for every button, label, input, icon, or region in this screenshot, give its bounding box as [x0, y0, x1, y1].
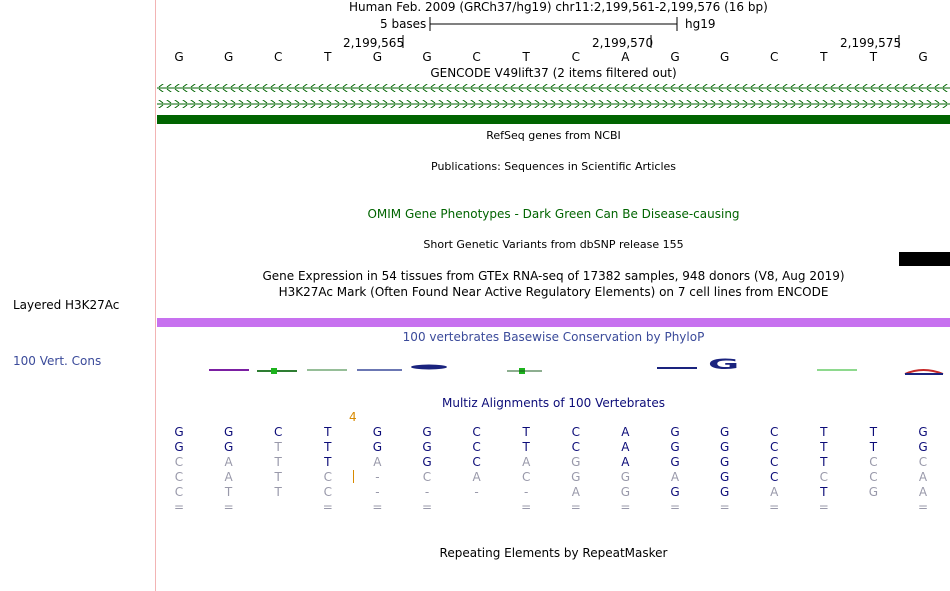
gencode-track-title: GENCODE V49lift37 (2 items filtered out) — [430, 66, 677, 80]
alignment-base-mouse: C — [174, 455, 184, 469]
alignment-base-dog: G — [620, 470, 631, 484]
gencode-track[interactable] — [157, 80, 950, 126]
alignment-base-mouse: T — [274, 455, 282, 469]
alignment-base-rhesus: T — [820, 440, 828, 454]
alignment-base-chicken: = — [421, 500, 433, 514]
sequence-base: A — [621, 50, 630, 64]
alignment-base-rhesus: T — [274, 440, 282, 454]
alignment-base-human: G — [670, 425, 680, 439]
alignment-base-elephant: C — [323, 485, 332, 499]
gene-ensg00000295395-intron-feature — [157, 100, 950, 108]
alignment-base-mouse: G — [719, 455, 730, 469]
sequence-base: T — [522, 50, 530, 64]
alignment-base-rhesus: A — [621, 440, 630, 454]
alignment-base-mouse: C — [472, 455, 481, 469]
alignment-base-rhesus: G — [719, 440, 730, 454]
alignment-base-human: T — [820, 425, 828, 439]
alignment-base-chicken: = — [322, 500, 333, 514]
multiz-alignment-block[interactable] — [0, 425, 950, 515]
alignment-base-mouse: T — [820, 455, 828, 469]
refseq-track-title: RefSeq genes from NCBI — [486, 129, 621, 142]
sequence-base: C — [571, 50, 580, 64]
alignment-base-human: A — [621, 425, 630, 439]
scale-text: 5 bases — [380, 17, 427, 31]
alignment-base-human: C — [571, 425, 580, 439]
multiz-track-title: Multiz Alignments of 100 Vertebrates — [441, 396, 666, 410]
phylop-track-title: 100 vertebrates Basewise Conservation by PhyloP — [402, 330, 705, 344]
alignment-base-human: T — [869, 425, 878, 439]
alignment-base-chicken: = — [173, 500, 185, 514]
alignment-base-rhesus: C — [472, 440, 481, 454]
alignment-base-elephant: G — [620, 485, 631, 499]
dbsnp-variant-bar[interactable] — [899, 252, 950, 266]
alignment-base-elephant: C — [174, 485, 184, 499]
publications-track-title: Publications: Sequences in Scientific Articles — [431, 160, 676, 173]
alignment-base-elephant: T — [224, 485, 233, 499]
alignment-base-chicken: = — [719, 500, 730, 514]
base-sequence-row — [0, 50, 950, 64]
alignment-base-elephant: - — [424, 485, 430, 499]
alignment-base-rhesus: G — [422, 440, 432, 454]
alignment-base-elephant: A — [770, 485, 779, 499]
alignment-base-mouse: A — [373, 455, 382, 469]
alignment-base-human: G — [223, 425, 234, 439]
sequence-base: G — [719, 50, 730, 64]
alignment-base-mouse: G — [670, 455, 680, 469]
omim-track-title: OMIM Gene Phenotypes - Dark Green Can Be Disease-causing — [367, 207, 740, 221]
sequence-base: G — [918, 50, 928, 64]
gene-ensg00000295409-feature — [157, 84, 950, 92]
alignment-base-rhesus: T — [869, 440, 878, 454]
alignment-base-rhesus: T — [522, 440, 530, 454]
sequence-base: G — [223, 50, 234, 64]
alignment-base-chicken: = — [818, 500, 829, 514]
sequence-base: C — [769, 50, 779, 64]
alignment-base-rhesus: T — [324, 440, 332, 454]
sequence-base: C — [273, 50, 283, 64]
alignment-base-elephant: - — [375, 485, 380, 499]
alignment-base-rhesus: C — [571, 440, 580, 454]
ruler-label-1: 2,199,565 — [343, 36, 405, 50]
label-layered-h3k27ac[interactable]: Layered H3K27Ac — [13, 298, 120, 312]
alignment-base-rhesus: G — [918, 440, 928, 454]
alignment-base-dog: C — [769, 470, 779, 484]
alignment-base-mouse: A — [224, 455, 233, 469]
alignment-base-chicken: = — [223, 500, 234, 514]
alignment-base-mouse: G — [422, 455, 432, 469]
window-position-text: Human Feb. 2009 (GRCh37/hg19) chr11:2,199,561-2,199,576 (16 bp) — [349, 0, 768, 14]
alignment-base-dog: T — [274, 470, 282, 484]
ruler-label-2: 2,199,570 — [592, 36, 654, 50]
assembly-text: hg19 — [685, 17, 716, 31]
alignment-base-elephant: A — [571, 485, 580, 499]
sequence-base: C — [472, 50, 481, 64]
alignment-base-rhesus: G — [372, 440, 383, 454]
sequence-base: T — [820, 50, 828, 64]
gene-ensg00000295395-exon-feature — [157, 115, 950, 124]
alignment-base-mouse: A — [621, 455, 630, 469]
alignment-base-chicken: = — [372, 500, 383, 514]
alignment-base-human: C — [769, 425, 779, 439]
gtex-track-title: Gene Expression in 54 tissues from GTEx RNA-seq of 17382 samples, 948 donors (V8, Aug 2019) — [262, 269, 845, 283]
alignment-base-mouse: G — [571, 455, 581, 469]
alignment-base-elephant: T — [274, 485, 282, 499]
alignment-base-elephant: T — [820, 485, 828, 499]
alignment-base-chicken: = — [769, 500, 780, 514]
alignment-base-dog: A — [918, 470, 928, 484]
alignment-base-chicken: = — [521, 500, 532, 514]
alignment-base-elephant: G — [719, 485, 730, 499]
alignment-base-mouse: C — [769, 455, 779, 469]
alignment-base-elephant: - — [524, 485, 529, 499]
alignment-base-human: G — [719, 425, 730, 439]
alignment-base-human: G — [174, 425, 184, 439]
sequence-base: T — [324, 50, 332, 64]
repeatmasker-track-title: Repeating Elements by RepeatMasker — [439, 546, 668, 560]
alignment-base-rhesus: C — [769, 440, 779, 454]
alignment-base-human: C — [273, 425, 283, 439]
alignment-base-chicken: = — [669, 500, 681, 514]
alignment-base-dog: - — [375, 470, 380, 484]
phylop-mark-5 — [411, 365, 447, 370]
alignment-base-chicken: = — [917, 500, 929, 514]
alignment-base-dog: C — [323, 470, 332, 484]
alignment-base-human: T — [324, 425, 332, 439]
alignment-base-mouse: C — [869, 455, 878, 469]
phylop-mark-8: G — [708, 355, 740, 373]
alignment-base-rhesus: G — [670, 440, 680, 454]
alignment-base-mouse: T — [324, 455, 332, 469]
alignment-base-dog: C — [521, 470, 531, 484]
gaps-count: 4 — [349, 410, 357, 424]
alignment-base-human: G — [422, 425, 432, 439]
alignment-base-chicken: = — [570, 500, 581, 514]
sequence-base: G — [372, 50, 383, 64]
sequence-base: G — [422, 50, 432, 64]
h3k27ac-signal-bar[interactable] — [157, 318, 950, 327]
alignment-base-elephant: - — [474, 485, 479, 499]
dbsnp-track-title: Short Genetic Variants from dbSNP release 155 — [423, 238, 684, 251]
alignment-base-chicken: = — [620, 500, 631, 514]
alignment-base-dog: A — [224, 470, 233, 484]
alignment-base-elephant: G — [868, 485, 879, 499]
h3k27ac-track-title: H3K27Ac Mark (Often Found Near Active Regulatory Elements) on 7 cell lines from ENCODE — [278, 285, 829, 299]
alignment-base-mouse: C — [918, 455, 928, 469]
phylop-conservation-track[interactable] — [157, 350, 950, 382]
alignment-base-dog: C — [819, 470, 828, 484]
alignment-base-mouse: A — [522, 455, 531, 469]
alignment-base-dog: C — [422, 470, 432, 484]
sequence-base: T — [869, 50, 878, 64]
alignment-base-elephant: A — [918, 485, 928, 499]
label-100-vert-cons[interactable]: 100 Vert. Cons — [13, 354, 102, 368]
alignment-base-dog: C — [869, 470, 878, 484]
alignment-base-human: C — [472, 425, 481, 439]
alignment-base-dog: A — [670, 470, 680, 484]
alignment-base-dog: G — [571, 470, 581, 484]
alignment-base-human: G — [918, 425, 928, 439]
sequence-base: G — [670, 50, 680, 64]
sequence-base: G — [174, 50, 184, 64]
alignment-base-elephant: G — [670, 485, 680, 499]
alignment-base-rhesus: G — [174, 440, 184, 454]
alignment-base-dog: C — [174, 470, 184, 484]
alignment-base-dog: A — [472, 470, 481, 484]
alignment-base-dog: G — [719, 470, 730, 484]
ruler-label-3: 2,199,575 — [840, 36, 902, 50]
alignment-base-human: T — [522, 425, 530, 439]
alignment-base-human: G — [372, 425, 383, 439]
phylop-mark-2b — [271, 368, 277, 374]
alignment-base-rhesus: G — [223, 440, 234, 454]
